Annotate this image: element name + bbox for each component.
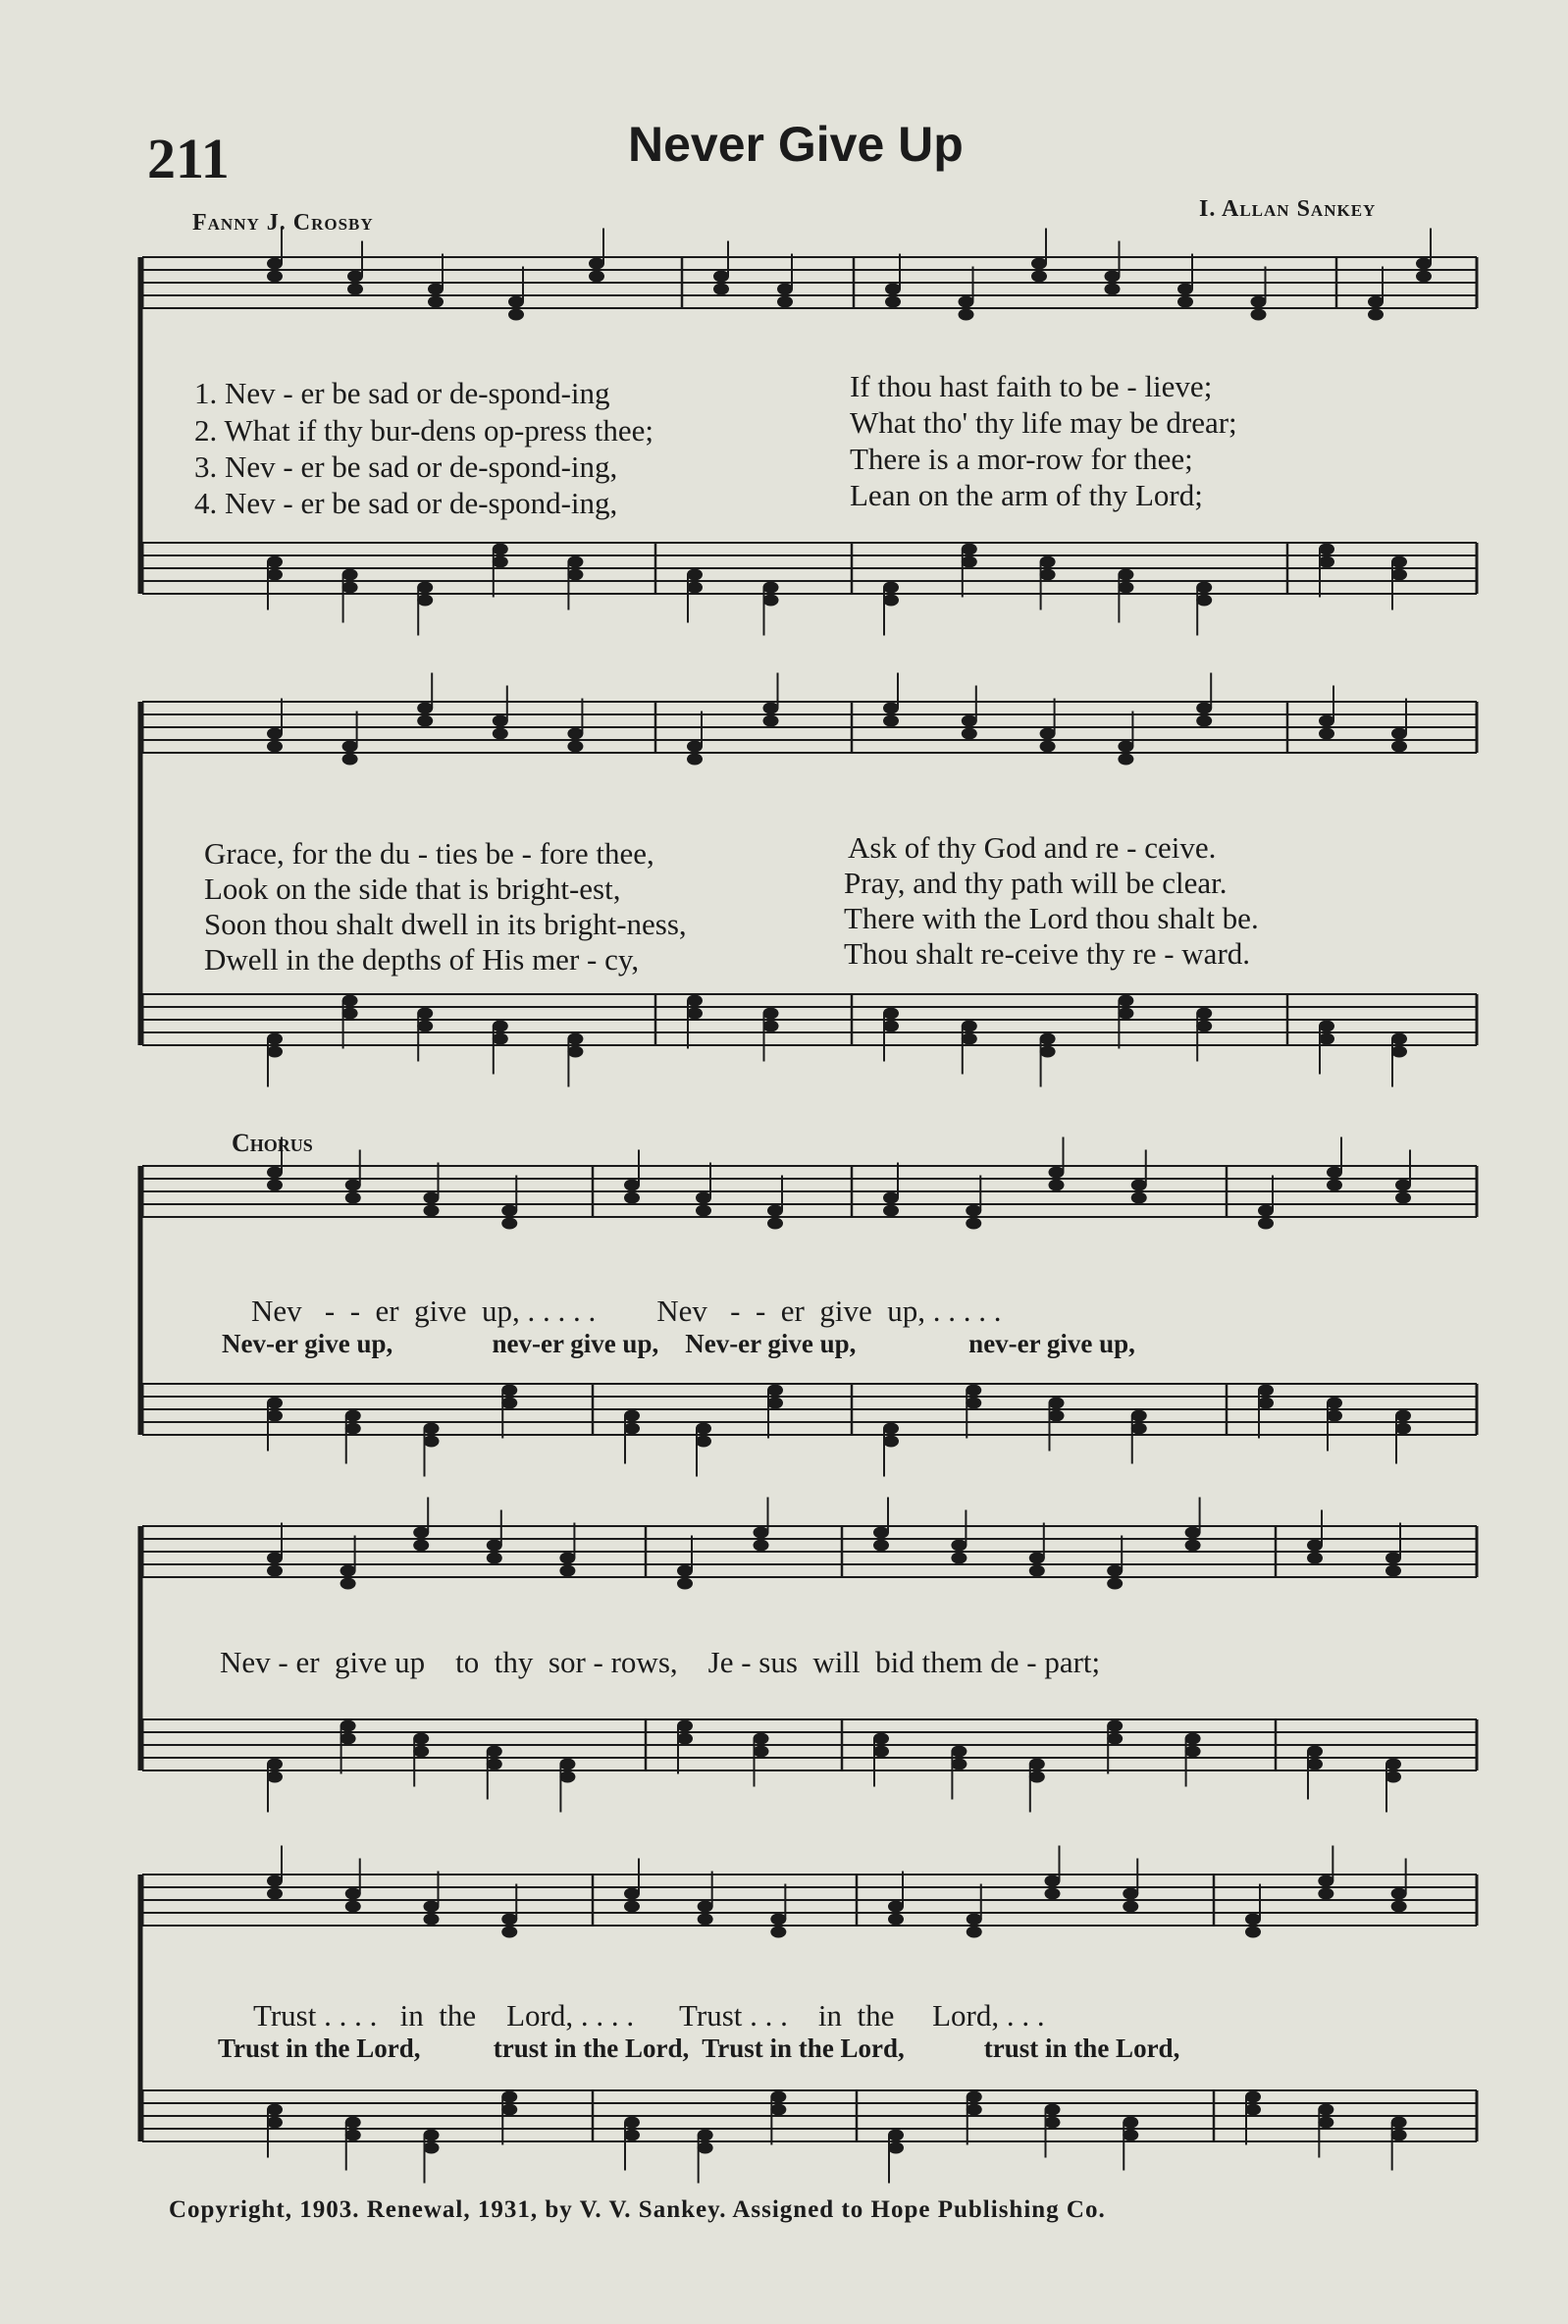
- verse-4-line-1-b: Lean on the arm of thy Lord;: [850, 478, 1203, 512]
- author-credit: Fanny J. Crosby: [192, 210, 374, 236]
- verse-3-line-1: 3. Nev - er be sad or de-spond-ing,: [194, 449, 618, 484]
- chorus-line-1-echo: Nev-er give up, nev-er give up, Nev-er give up, nev-er give up,: [222, 1329, 1135, 1358]
- hymn-title: Never Give Up: [628, 117, 964, 172]
- verse-2-line-2-b: Pray, and thy path will be clear.: [844, 866, 1228, 900]
- chorus-line-3: Trust . . . . in the Lord, . . . . Trust . . . in the Lord, . . .: [253, 1998, 1045, 2033]
- verse-3-line-2: Soon thou shalt dwell in its bright-ness,: [204, 907, 687, 941]
- verse-1-line-1: 1. Nev - er be sad or de-spond-ing: [194, 376, 610, 410]
- hymn-number: 211: [147, 127, 230, 190]
- composer-credit: I. Allan Sankey: [1199, 196, 1377, 222]
- verse-3-line-1-b: There is a mor-row for thee;: [850, 442, 1193, 476]
- verse-2-line-1-b: What tho' thy life may be drear;: [850, 405, 1237, 440]
- verse-2-line-2: Look on the side that is bright-est,: [204, 872, 621, 906]
- chorus-line-2: Nev - er give up to thy sor - rows, Je - sus will bid them de - part;: [220, 1645, 1101, 1679]
- verse-4-line-2-b: Thou shalt re-ceive thy re - ward.: [844, 936, 1251, 971]
- verse-1-line-2: Grace, for the du - ties be - fore thee,: [204, 836, 654, 871]
- chorus-line-3-echo: Trust in the Lord, trust in the Lord, Trust in the Lord, trust in the Lord,: [218, 2034, 1180, 2063]
- verse-1-line-1-b: If thou hast faith to be - lieve;: [850, 369, 1213, 403]
- copyright-notice: Copyright, 1903. Renewal, 1931, by V. V. Sankey. Assigned to Hope Publishing Co.: [169, 2196, 1106, 2223]
- verse-4-line-1: 4. Nev - er be sad or de-spond-ing,: [194, 486, 618, 520]
- verse-2-line-1: 2. What if thy bur-dens op-press thee;: [194, 413, 654, 448]
- chorus-line-1: Nev - - er give up, . . . . . Nev - - er give up, . . . . .: [251, 1294, 1002, 1328]
- verse-4-line-2: Dwell in the depths of His mer - cy,: [204, 942, 640, 977]
- verse-3-line-2-b: There with the Lord thou shalt be.: [844, 901, 1259, 935]
- verse-1-line-2-b: Ask of thy God and re - ceive.: [848, 830, 1217, 865]
- chorus-label: Chorus: [232, 1129, 313, 1157]
